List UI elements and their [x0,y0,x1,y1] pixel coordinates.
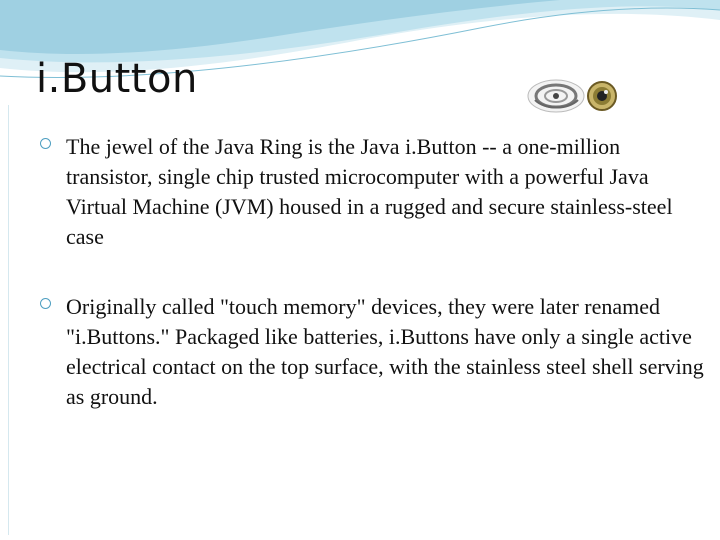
java-ring-ibutton-icon [520,70,620,122]
bullet-item [40,292,712,412]
slide-title: i.Button [36,56,198,102]
bullet-text: Originally called "touch memory" devices, they were later renamed "i.Buttons." Packaged like batteries, i.Buttons have only a single active electrical contact on the top surface, with the stainless steel shell serving as ground. [66,294,704,409]
bullet-text: The jewel of the Java Ring is the Java i.Button -- a one-million transistor, single chip trusted microcomputer with a powerful Java Virtual Machine (JVM) housed in a rugged and secure stainless-steel case [66,134,673,249]
bullet-circle-icon [40,138,51,149]
slide-left-rule [8,105,9,535]
bullet-item [40,132,712,252]
bullet-list [40,132,712,452]
bullet-circle-icon [40,298,51,309]
